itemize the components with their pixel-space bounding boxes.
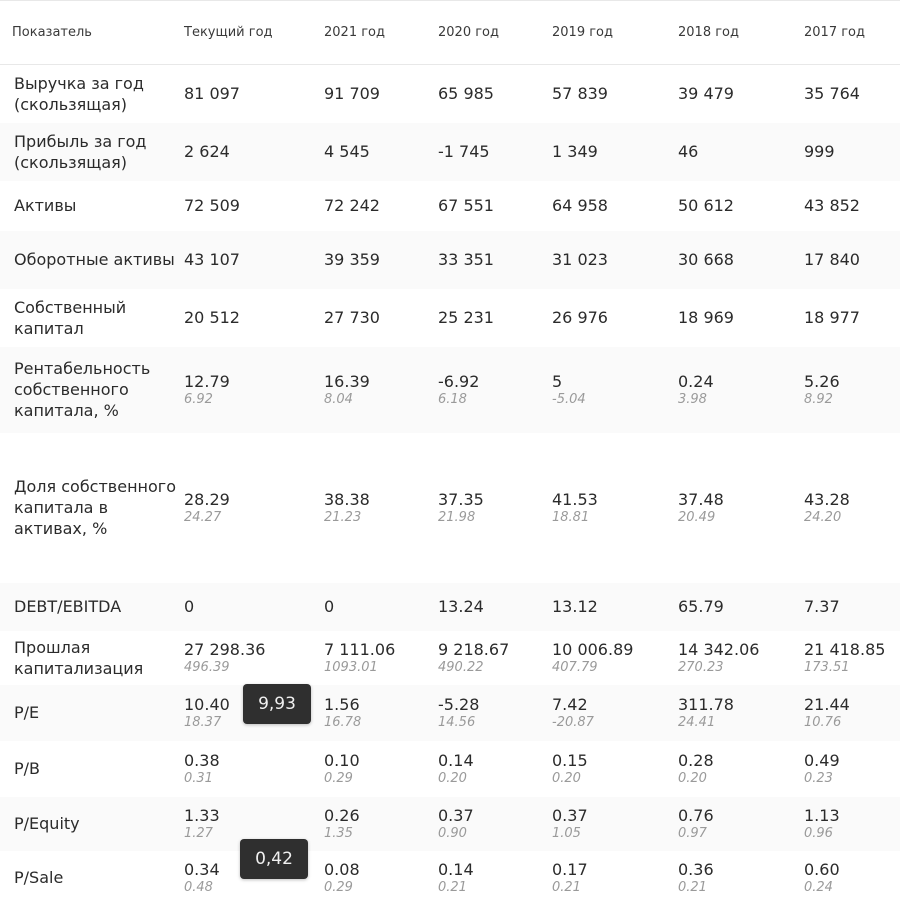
table-row — [0, 231, 900, 289]
cell-value: 0.24 — [678, 371, 714, 391]
value-cell — [678, 851, 804, 905]
cell-value: 16.39 — [324, 371, 370, 391]
cell-value: 43 852 — [804, 195, 860, 215]
value-cell — [552, 741, 678, 797]
cell-value: 0.10 — [324, 750, 360, 770]
column-header[interactable]: Показатель — [12, 25, 92, 40]
cell-value: 0.14 — [438, 750, 474, 770]
value-cell — [184, 433, 324, 583]
value-cell — [804, 347, 900, 433]
cell-value: 10.40 — [184, 694, 230, 714]
cell-value: 27 730 — [324, 307, 380, 327]
cell-value: 5.26 — [804, 371, 840, 391]
cell-value: 1.13 — [804, 805, 840, 825]
cell-sector-value: 407.79 — [552, 659, 598, 675]
cell-value: 72 509 — [184, 195, 240, 215]
value-cell — [324, 583, 438, 631]
cell-value: 28.29 — [184, 489, 230, 509]
value-cell — [184, 347, 324, 433]
value-cell — [184, 289, 324, 347]
value-cell — [678, 631, 804, 685]
cell-value: 67 551 — [438, 195, 494, 215]
value-cell — [678, 231, 804, 289]
value-cell — [324, 65, 438, 123]
cell-sector-value: 24.41 — [678, 714, 716, 730]
value-cell — [324, 181, 438, 231]
value-cell — [804, 797, 900, 851]
cell-value: 0.60 — [804, 859, 840, 879]
value-cell — [184, 123, 324, 181]
cell-sector-value: 24.27 — [184, 509, 222, 525]
value-cell — [804, 65, 900, 123]
cell-value: 43 107 — [184, 249, 240, 269]
cell-value: 7 111.06 — [324, 639, 396, 659]
cell-value: 38.38 — [324, 489, 370, 509]
cell-sector-value: 0.31 — [184, 770, 213, 786]
value-cell — [324, 741, 438, 797]
table-row — [0, 123, 900, 181]
value-cell — [438, 181, 552, 231]
cell-sector-value: 8.04 — [324, 391, 353, 407]
cell-value: 2 624 — [184, 141, 230, 161]
cell-sector-value: 21.98 — [438, 509, 476, 525]
cell-value: 1 349 — [552, 141, 598, 161]
cell-sector-value: 24.20 — [804, 509, 842, 525]
value-cell — [324, 631, 438, 685]
cell-sector-value: 6.92 — [184, 391, 213, 407]
cell-value: 0.15 — [552, 750, 588, 770]
value-cell — [678, 181, 804, 231]
column-header[interactable]: 2017 год — [804, 25, 865, 40]
cell-value: 0.76 — [678, 805, 714, 825]
value-cell — [678, 685, 804, 741]
cell-value: 39 479 — [678, 83, 734, 103]
value-cell — [438, 289, 552, 347]
cell-value: 12.79 — [184, 371, 230, 391]
cell-value: 0.49 — [804, 750, 840, 770]
value-cell — [324, 123, 438, 181]
value-cell — [552, 181, 678, 231]
cell-sector-value: 0.48 — [184, 879, 213, 895]
value-cell — [438, 347, 552, 433]
cell-sector-value: 6.18 — [438, 391, 467, 407]
value-cell — [438, 685, 552, 741]
cell-value: 72 242 — [324, 195, 380, 215]
value-cell — [804, 631, 900, 685]
column-header[interactable]: 2021 год — [324, 25, 385, 40]
cell-sector-value: 0.20 — [678, 770, 707, 786]
row-label: Прибыль за год (скользящая) — [14, 131, 147, 172]
cell-value: 18 977 — [804, 307, 860, 327]
cell-value: 25 231 — [438, 307, 494, 327]
value-cell — [184, 631, 324, 685]
cell-value: 13.12 — [552, 596, 598, 616]
cell-sector-value: 0.20 — [552, 770, 581, 786]
cell-sector-value: 0.24 — [804, 879, 833, 895]
value-cell — [324, 231, 438, 289]
table-row — [0, 181, 900, 231]
value-cell — [324, 289, 438, 347]
value-cell — [552, 65, 678, 123]
cell-sector-value: 496.39 — [184, 659, 230, 675]
value-cell — [184, 65, 324, 123]
value-cell — [438, 433, 552, 583]
cell-sector-value: 10.76 — [804, 714, 842, 730]
row-label: P/B — [14, 759, 41, 778]
cell-value: 35 764 — [804, 83, 860, 103]
cell-value: 64 958 — [552, 195, 608, 215]
value-cell — [552, 631, 678, 685]
cell-value: 5 — [552, 371, 563, 391]
cell-value: 7.42 — [552, 694, 588, 714]
column-header[interactable]: 2018 год — [678, 25, 739, 40]
column-header[interactable]: 2020 год — [438, 25, 499, 40]
row-label: DEBT/EBITDA — [14, 597, 122, 616]
cell-value: 65 985 — [438, 83, 494, 103]
value-cell — [804, 583, 900, 631]
cell-value: 4 545 — [324, 141, 370, 161]
row-label: Выручка за год (скользящая) — [14, 73, 144, 114]
value-cell — [438, 797, 552, 851]
cell-value: 41.53 — [552, 489, 598, 509]
header-row — [0, 1, 900, 65]
cell-sector-value: 0.20 — [438, 770, 467, 786]
value-cell — [804, 433, 900, 583]
cell-value: 30 668 — [678, 249, 734, 269]
value-cell — [552, 583, 678, 631]
cell-value: 0.17 — [552, 859, 588, 879]
value-cell — [438, 583, 552, 631]
cell-sector-value: 3.98 — [678, 391, 707, 407]
cell-value: 21.44 — [804, 694, 850, 714]
cell-sector-value: 1.05 — [552, 825, 581, 841]
table-row — [0, 65, 900, 123]
row-label: Доля собственного капитала в активах, % — [14, 477, 176, 538]
cell-value: 65.79 — [678, 596, 724, 616]
cell-sector-value: 1.27 — [184, 825, 213, 841]
value-cell — [324, 797, 438, 851]
value-cell — [678, 583, 804, 631]
cell-value: 20 512 — [184, 307, 240, 327]
cell-value: 27 298.36 — [184, 639, 266, 659]
value-cell — [678, 797, 804, 851]
cell-sector-value: 20.49 — [678, 509, 716, 525]
table-row — [0, 797, 900, 851]
cell-value: 57 839 — [552, 83, 608, 103]
value-cell — [184, 741, 324, 797]
value-cell — [438, 631, 552, 685]
value-cell — [184, 231, 324, 289]
cell-value: 50 612 — [678, 195, 734, 215]
cell-sector-value: -20.87 — [552, 714, 594, 730]
cell-sector-value: -5.04 — [552, 391, 586, 407]
cell-sector-value: 490.22 — [438, 659, 484, 675]
cell-value: 81 097 — [184, 83, 240, 103]
row-label: Собственный капитал — [14, 297, 127, 338]
cell-value: 37.35 — [438, 489, 484, 509]
row-label: P/E — [14, 703, 40, 722]
pe-tooltip: 9,93 — [243, 684, 311, 724]
table-row — [0, 347, 900, 433]
value-cell — [438, 741, 552, 797]
value-cell — [184, 583, 324, 631]
value-cell — [804, 181, 900, 231]
cell-value: 9 218.67 — [438, 639, 510, 659]
cell-sector-value: 14.56 — [438, 714, 476, 730]
cell-value: 0.37 — [552, 805, 588, 825]
cell-sector-value: 0.21 — [552, 879, 581, 895]
table-row — [0, 741, 900, 797]
cell-value: 0.38 — [184, 750, 220, 770]
cell-sector-value: 270.23 — [678, 659, 724, 675]
cell-value: -1 745 — [438, 141, 490, 161]
value-cell — [804, 685, 900, 741]
cell-value: -5.28 — [438, 694, 480, 714]
value-cell — [804, 741, 900, 797]
cell-value: -6.92 — [438, 371, 480, 391]
value-cell — [552, 231, 678, 289]
cell-value: 18 969 — [678, 307, 734, 327]
value-cell — [552, 851, 678, 905]
cell-sector-value: 0.21 — [678, 879, 707, 895]
cell-sector-value: 1093.01 — [324, 659, 378, 675]
cell-value: 37.48 — [678, 489, 724, 509]
cell-sector-value: 173.51 — [804, 659, 850, 675]
value-cell — [804, 123, 900, 181]
cell-sector-value: 0.97 — [678, 825, 707, 841]
table-row — [0, 685, 900, 741]
value-cell — [552, 123, 678, 181]
cell-sector-value: 0.29 — [324, 879, 353, 895]
value-cell — [804, 851, 900, 905]
cell-value: 91 709 — [324, 83, 380, 103]
value-cell — [678, 65, 804, 123]
cell-sector-value: 1.35 — [324, 825, 353, 841]
table-row — [0, 289, 900, 347]
value-cell — [552, 685, 678, 741]
value-cell — [804, 289, 900, 347]
cell-value: 0.37 — [438, 805, 474, 825]
value-cell — [184, 181, 324, 231]
value-cell — [552, 289, 678, 347]
cell-sector-value: 21.23 — [324, 509, 362, 525]
table-row — [0, 851, 900, 905]
row-label: P/Sale — [14, 868, 64, 887]
cell-value: 0.36 — [678, 859, 714, 879]
cell-value: 0.34 — [184, 859, 220, 879]
column-header[interactable]: Текущий год — [184, 25, 273, 40]
row-label: Активы — [14, 196, 77, 215]
table-row — [0, 433, 900, 583]
value-cell — [678, 347, 804, 433]
value-cell — [804, 231, 900, 289]
row-label: Прошлая капитализация — [14, 637, 144, 678]
value-cell — [324, 347, 438, 433]
value-cell — [552, 433, 678, 583]
cell-sector-value: 0.96 — [804, 825, 833, 841]
value-cell — [438, 851, 552, 905]
row-label: P/Equity — [14, 814, 80, 833]
cell-value: 1.33 — [184, 805, 220, 825]
value-cell — [438, 65, 552, 123]
row-label: Оборотные активы — [14, 250, 175, 269]
value-cell — [324, 433, 438, 583]
value-cell — [438, 231, 552, 289]
cell-value: 0.28 — [678, 750, 714, 770]
cell-value: 311.78 — [678, 694, 734, 714]
cell-value: 0.08 — [324, 859, 360, 879]
cell-value: 10 006.89 — [552, 639, 634, 659]
cell-value: 39 359 — [324, 249, 380, 269]
cell-value: 1.56 — [324, 694, 360, 714]
table-row — [0, 631, 900, 685]
cell-sector-value: 8.92 — [804, 391, 833, 407]
cell-value: 31 023 — [552, 249, 608, 269]
cell-value: 33 351 — [438, 249, 494, 269]
value-cell — [324, 851, 438, 905]
cell-value: 0.26 — [324, 805, 360, 825]
cell-value: 0 — [184, 596, 195, 616]
value-cell — [678, 741, 804, 797]
table-row — [0, 583, 900, 631]
value-cell — [678, 123, 804, 181]
cell-sector-value: 16.78 — [324, 714, 362, 730]
cell-value: 21 418.85 — [804, 639, 886, 659]
cell-sector-value: 0.29 — [324, 770, 353, 786]
cell-sector-value: 0.90 — [438, 825, 467, 841]
cell-value: 43.28 — [804, 489, 850, 509]
cell-value: 46 — [678, 141, 699, 161]
value-cell — [678, 433, 804, 583]
cell-value: 17 840 — [804, 249, 860, 269]
value-cell — [678, 289, 804, 347]
cell-value: 0.14 — [438, 859, 474, 879]
value-cell — [438, 123, 552, 181]
cell-value: 13.24 — [438, 596, 484, 616]
cell-value: 26 976 — [552, 307, 608, 327]
cell-value: 7.37 — [804, 596, 840, 616]
column-header[interactable]: 2019 год — [552, 25, 613, 40]
cell-sector-value: 18.37 — [184, 714, 222, 730]
psale-tooltip: 0,42 — [240, 839, 308, 879]
cell-sector-value: 0.21 — [438, 879, 467, 895]
cell-value: 999 — [804, 141, 835, 161]
cell-sector-value: 18.81 — [552, 509, 590, 525]
cell-sector-value: 0.23 — [804, 770, 833, 786]
value-cell — [552, 797, 678, 851]
row-label: Рентабельность собственного капитала, % — [14, 359, 151, 420]
cell-value: 0 — [324, 596, 335, 616]
value-cell — [324, 685, 438, 741]
cell-value: 14 342.06 — [678, 639, 760, 659]
value-cell — [552, 347, 678, 433]
